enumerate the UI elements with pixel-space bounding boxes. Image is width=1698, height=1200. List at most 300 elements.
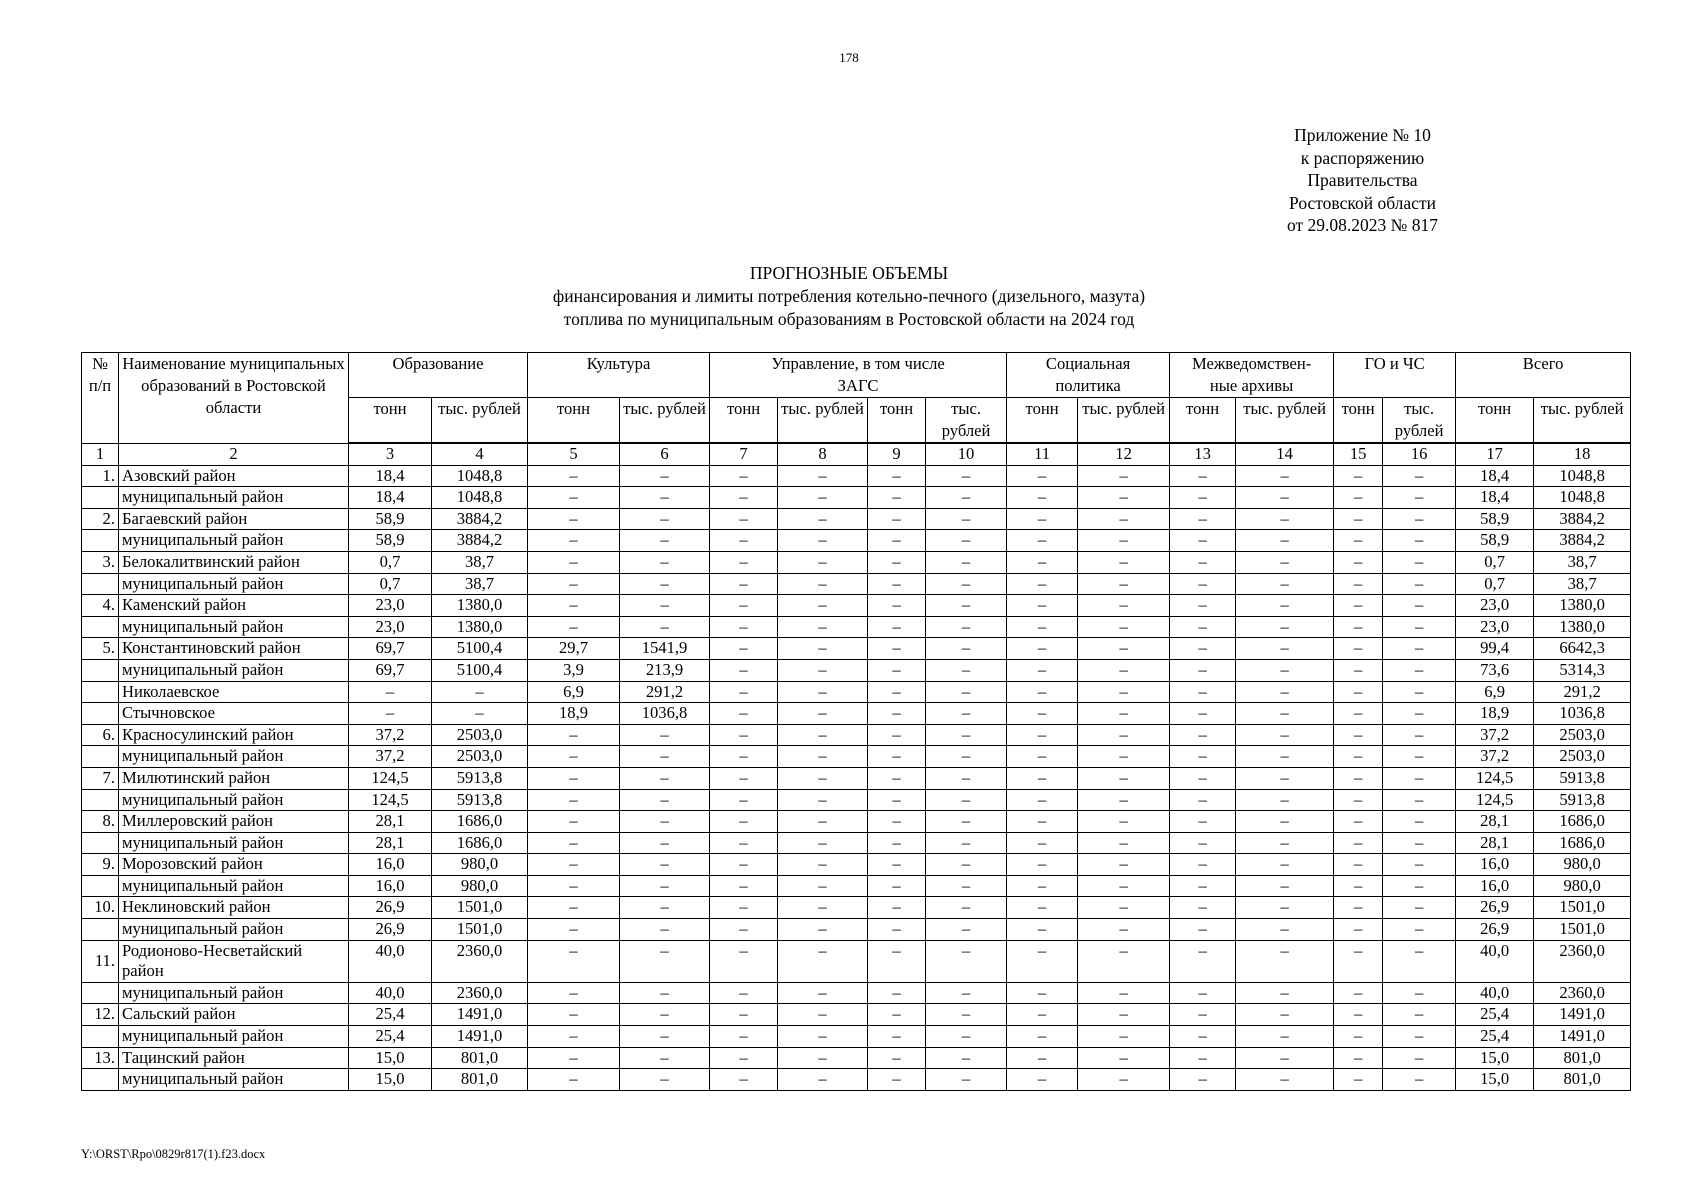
table-cell: 18,9	[528, 703, 620, 725]
column-number: 12	[1078, 443, 1170, 465]
table-cell: –	[528, 530, 620, 552]
table-cell: 980,0	[1534, 854, 1631, 876]
column-number: 18	[1534, 443, 1631, 465]
table-cell: 26,9	[349, 897, 432, 919]
table-cell: 1036,8	[620, 703, 710, 725]
table-cell: –	[868, 1026, 926, 1048]
table-cell: 37,2	[349, 746, 432, 768]
table-cell: –	[620, 789, 710, 811]
table-cell: –	[528, 1069, 620, 1091]
table-cell: –	[926, 703, 1007, 725]
table-cell: –	[1078, 1047, 1170, 1069]
table-cell: 980,0	[432, 854, 528, 876]
unit-rub-header: тыс. рублей	[778, 398, 868, 444]
table-cell: 0,7	[1456, 551, 1534, 573]
table-cell: –	[1078, 982, 1170, 1004]
table-cell: –	[620, 767, 710, 789]
table-cell: –	[1236, 1069, 1334, 1091]
table-cell: –	[1007, 465, 1078, 487]
table-cell: –	[620, 940, 710, 982]
document-title	[0, 262, 1698, 331]
table-cell: –	[528, 832, 620, 854]
table-cell: –	[710, 508, 778, 530]
table-cell: 5100,4	[432, 659, 528, 681]
table-row	[82, 551, 1631, 573]
table-cell: –	[868, 1069, 926, 1091]
table-cell: –	[1236, 465, 1334, 487]
table-cell: –	[868, 508, 926, 530]
table-cell: –	[1078, 508, 1170, 530]
table-cell: –	[710, 724, 778, 746]
table-cell: –	[1007, 551, 1078, 573]
table-cell: 25,4	[1456, 1004, 1534, 1026]
table-cell: –	[1236, 767, 1334, 789]
table-cell: –	[1236, 1004, 1334, 1026]
table-row	[82, 1004, 1631, 1026]
table-cell: –	[620, 573, 710, 595]
table-cell: 1686,0	[432, 832, 528, 854]
row-name: Багаевский район	[119, 508, 349, 530]
table-cell: –	[1170, 746, 1236, 768]
row-index: 7.	[82, 767, 119, 789]
table-cell: 1380,0	[1534, 616, 1631, 638]
table-cell: 1501,0	[1534, 919, 1631, 941]
table-cell: –	[778, 832, 868, 854]
appendix-line: от 29.08.2023 № 817	[1287, 215, 1438, 235]
table-cell: –	[528, 767, 620, 789]
table-cell: 2360,0	[432, 940, 528, 982]
table-cell: –	[778, 897, 868, 919]
row-name: Красносулинский район	[119, 724, 349, 746]
row-name: муниципальный район	[119, 1069, 349, 1091]
table-cell: –	[1383, 832, 1456, 854]
row-index	[82, 530, 119, 552]
table-cell: –	[1007, 1004, 1078, 1026]
table-cell: 40,0	[349, 982, 432, 1004]
table-cell: –	[1007, 659, 1078, 681]
unit-tons-header: тонн	[1170, 398, 1236, 444]
table-cell: –	[1170, 659, 1236, 681]
table-cell: –	[1383, 982, 1456, 1004]
table-cell: –	[926, 724, 1007, 746]
appendix-line: Ростовской области	[1289, 192, 1436, 213]
table-cell: –	[778, 1026, 868, 1048]
table-cell: –	[868, 875, 926, 897]
table-cell: –	[1334, 982, 1383, 1004]
table-cell: –	[1383, 638, 1456, 660]
table-cell: –	[710, 832, 778, 854]
table-row	[82, 854, 1631, 876]
table-cell: –	[620, 832, 710, 854]
table-cell: –	[926, 919, 1007, 941]
table-cell: 15,0	[349, 1069, 432, 1091]
table-cell: –	[528, 487, 620, 509]
table-cell: –	[1007, 681, 1078, 703]
table-cell: –	[1078, 767, 1170, 789]
table-cell: –	[778, 508, 868, 530]
table-cell: 213,9	[620, 659, 710, 681]
table-cell: –	[1007, 703, 1078, 725]
table-cell: –	[1383, 551, 1456, 573]
table-cell: –	[1078, 595, 1170, 617]
table-cell: 38,7	[1534, 573, 1631, 595]
row-index	[82, 746, 119, 768]
footer-file-path: Y:\ORST\Rpo\0829r817(1).f23.docx	[81, 1147, 266, 1161]
row-index	[82, 1026, 119, 1048]
row-index: 12.	[82, 1004, 119, 1026]
table-cell: –	[1170, 595, 1236, 617]
column-number: 5	[528, 443, 620, 465]
table-cell: 5913,8	[432, 767, 528, 789]
table-cell: –	[926, 1047, 1007, 1069]
table-cell: –	[528, 897, 620, 919]
column-number: 9	[868, 443, 926, 465]
table-cell: 23,0	[349, 616, 432, 638]
unit-rub-header: тыс. рублей	[1078, 398, 1170, 444]
table-cell: –	[528, 551, 620, 573]
table-cell: 16,0	[349, 854, 432, 876]
table-cell: –	[1236, 616, 1334, 638]
table-cell: –	[710, 681, 778, 703]
table-cell: –	[1334, 595, 1383, 617]
table-cell: –	[926, 767, 1007, 789]
table-cell: –	[620, 897, 710, 919]
table-cell: –	[1007, 789, 1078, 811]
table-cell: –	[1170, 508, 1236, 530]
unit-tons-header: тонн	[1456, 398, 1534, 444]
table-cell: –	[1078, 551, 1170, 573]
table-cell: –	[1383, 530, 1456, 552]
row-index	[82, 1069, 119, 1091]
table-cell: –	[1383, 508, 1456, 530]
table-cell: –	[778, 875, 868, 897]
table-cell: –	[1334, 897, 1383, 919]
row-index	[82, 982, 119, 1004]
table-cell: –	[620, 487, 710, 509]
table-cell: 40,0	[349, 940, 432, 982]
table-cell: 15,0	[1456, 1069, 1534, 1091]
table-cell: –	[1334, 508, 1383, 530]
table-cell: –	[1170, 854, 1236, 876]
table-row	[82, 508, 1631, 530]
unit-rub-header: тыс. рублей	[620, 398, 710, 444]
row-index	[82, 659, 119, 681]
table-cell: –	[778, 659, 868, 681]
table-cell: –	[926, 1069, 1007, 1091]
table-cell: –	[432, 703, 528, 725]
table-cell: –	[926, 530, 1007, 552]
page-number: 178	[839, 50, 859, 65]
table-cell: –	[620, 530, 710, 552]
row-name: муниципальный район	[119, 875, 349, 897]
table-cell: –	[528, 982, 620, 1004]
row-index: 13.	[82, 1047, 119, 1069]
table-cell: –	[710, 1004, 778, 1026]
table-cell: 1380,0	[1534, 595, 1631, 617]
table-cell: –	[620, 1004, 710, 1026]
table-cell: –	[1170, 487, 1236, 509]
table-cell: –	[1078, 1026, 1170, 1048]
table-row	[82, 811, 1631, 833]
table-cell: 73,6	[1456, 659, 1534, 681]
table-cell: –	[1170, 724, 1236, 746]
table-cell: –	[868, 982, 926, 1004]
table-cell: 5100,4	[432, 638, 528, 660]
table-cell: –	[710, 595, 778, 617]
table-cell: –	[1007, 746, 1078, 768]
table-cell: 6,9	[1456, 681, 1534, 703]
table-cell: –	[1007, 811, 1078, 833]
table-cell: –	[1334, 854, 1383, 876]
row-index	[82, 832, 119, 854]
table-cell: 15,0	[1456, 1047, 1534, 1069]
table-cell: –	[1236, 940, 1334, 982]
table-cell: –	[710, 767, 778, 789]
table-cell: 0,7	[349, 573, 432, 595]
table-cell: 37,2	[1456, 724, 1534, 746]
table-cell: 28,1	[349, 832, 432, 854]
row-name: муниципальный район	[119, 530, 349, 552]
row-index	[82, 616, 119, 638]
table-cell: –	[868, 487, 926, 509]
table-cell: –	[1334, 811, 1383, 833]
table-row	[82, 724, 1631, 746]
table-cell: –	[1078, 854, 1170, 876]
table-cell: –	[868, 767, 926, 789]
table-cell: –	[710, 703, 778, 725]
table-cell: –	[1383, 1026, 1456, 1048]
table-cell: 58,9	[349, 530, 432, 552]
table-cell: 58,9	[349, 508, 432, 530]
column-number: 16	[1383, 443, 1456, 465]
row-name: Морозовский район	[119, 854, 349, 876]
table-cell: 1380,0	[432, 595, 528, 617]
table-cell: –	[1007, 1069, 1078, 1091]
table-cell: –	[1334, 1004, 1383, 1026]
table-cell: –	[778, 703, 868, 725]
table-cell: 18,4	[349, 465, 432, 487]
table-cell: –	[1170, 789, 1236, 811]
table-cell: –	[710, 551, 778, 573]
row-name: Миллеровский район	[119, 811, 349, 833]
row-name: Константиновский район	[119, 638, 349, 660]
table-cell: –	[1383, 616, 1456, 638]
table-cell: –	[710, 1026, 778, 1048]
table-cell: 40,0	[1456, 940, 1534, 982]
table-cell: –	[1236, 530, 1334, 552]
table-cell: 1048,8	[432, 465, 528, 487]
table-cell: 2503,0	[1534, 724, 1631, 746]
table-cell: –	[868, 746, 926, 768]
table-cell: –	[1078, 1069, 1170, 1091]
table-row	[82, 465, 1631, 487]
table-cell: –	[1236, 811, 1334, 833]
table-cell: –	[778, 465, 868, 487]
table-cell: 16,0	[349, 875, 432, 897]
table-cell: –	[1078, 465, 1170, 487]
table-cell: –	[528, 616, 620, 638]
table-row	[82, 487, 1631, 509]
table-cell: –	[1334, 681, 1383, 703]
table-cell: 3884,2	[1534, 530, 1631, 552]
table-row	[82, 638, 1631, 660]
table-cell: –	[1383, 897, 1456, 919]
row-name: муниципальный район	[119, 789, 349, 811]
table-cell: –	[868, 789, 926, 811]
table-cell: 2503,0	[1534, 746, 1631, 768]
header-group: Всего	[1456, 353, 1631, 398]
table-cell: –	[1383, 1069, 1456, 1091]
table-cell: –	[1078, 940, 1170, 982]
table-row	[82, 767, 1631, 789]
table-row	[82, 681, 1631, 703]
table-cell: 26,9	[349, 919, 432, 941]
table-cell: –	[1236, 897, 1334, 919]
row-name: муниципальный район	[119, 982, 349, 1004]
table-row	[82, 940, 1631, 982]
table-cell: –	[868, 832, 926, 854]
table-cell: –	[1236, 875, 1334, 897]
table-cell: –	[1334, 551, 1383, 573]
table-cell: –	[778, 854, 868, 876]
table-row	[82, 1069, 1631, 1091]
table-cell: –	[1334, 919, 1383, 941]
table-cell: –	[778, 530, 868, 552]
row-name: Азовский район	[119, 465, 349, 487]
table-cell: –	[1078, 638, 1170, 660]
table-cell: –	[528, 508, 620, 530]
table-cell: 124,5	[1456, 789, 1534, 811]
table-cell: –	[778, 681, 868, 703]
unit-rub-header: тыс. рублей	[1534, 398, 1631, 444]
table-cell: 25,4	[349, 1004, 432, 1026]
table-cell: –	[1170, 1026, 1236, 1048]
table-cell: –	[1007, 487, 1078, 509]
table-cell: –	[1334, 638, 1383, 660]
table-cell: –	[1383, 919, 1456, 941]
column-number: 10	[926, 443, 1007, 465]
unit-rub-header: тыс. рублей	[926, 398, 1007, 444]
table-cell: –	[1334, 465, 1383, 487]
table-cell: 124,5	[349, 767, 432, 789]
header-num: № п/п	[82, 353, 119, 444]
table-cell: –	[620, 875, 710, 897]
table-cell: –	[926, 854, 1007, 876]
row-name: муниципальный район	[119, 832, 349, 854]
table-cell: –	[778, 638, 868, 660]
table-cell: –	[620, 982, 710, 1004]
table-row	[82, 1047, 1631, 1069]
table-cell: –	[1170, 551, 1236, 573]
header-group: Образование	[349, 353, 528, 398]
table-cell: –	[1007, 832, 1078, 854]
table-cell: –	[528, 789, 620, 811]
table-cell: –	[528, 1026, 620, 1048]
table-cell: –	[710, 1069, 778, 1091]
table-cell: –	[926, 982, 1007, 1004]
table-cell: –	[528, 1004, 620, 1026]
table-cell: 16,0	[1456, 875, 1534, 897]
table-cell: 3884,2	[432, 508, 528, 530]
table-cell: –	[1007, 724, 1078, 746]
table-cell: –	[1334, 616, 1383, 638]
table-row	[82, 703, 1631, 725]
table-cell: 0,7	[349, 551, 432, 573]
table-cell: 38,7	[1534, 551, 1631, 573]
column-number: 17	[1456, 443, 1534, 465]
table-cell: –	[1007, 940, 1078, 982]
table-cell: –	[1078, 897, 1170, 919]
table-cell: 40,0	[1456, 982, 1534, 1004]
header-name: Наименование муниципальных образований в Ростовской области	[119, 353, 349, 444]
table-row	[82, 789, 1631, 811]
table-cell: –	[778, 811, 868, 833]
column-number: 2	[119, 443, 349, 465]
table-cell: –	[778, 595, 868, 617]
unit-rub-header: тыс. рублей	[1236, 398, 1334, 444]
table-cell: –	[778, 940, 868, 982]
table-cell: –	[620, 811, 710, 833]
table-cell: –	[1170, 897, 1236, 919]
unit-tons-header: тонн	[349, 398, 432, 444]
table-cell: 1491,0	[432, 1026, 528, 1048]
table-cell: –	[1383, 854, 1456, 876]
table-cell: 1686,0	[432, 811, 528, 833]
table-cell: 3884,2	[432, 530, 528, 552]
table-cell: –	[1383, 940, 1456, 982]
table-cell: 28,1	[349, 811, 432, 833]
table-cell: 18,9	[1456, 703, 1534, 725]
table-cell: –	[1236, 551, 1334, 573]
table-cell: –	[1383, 465, 1456, 487]
table-cell: –	[926, 638, 1007, 660]
table-cell: –	[1334, 1047, 1383, 1069]
table-cell: –	[778, 551, 868, 573]
table-cell: –	[868, 573, 926, 595]
table-cell: –	[1007, 919, 1078, 941]
table-cell: 6642,3	[1534, 638, 1631, 660]
table-cell: 980,0	[432, 875, 528, 897]
table-cell: 6,9	[528, 681, 620, 703]
table-cell: 980,0	[1534, 875, 1631, 897]
table-cell: –	[1007, 897, 1078, 919]
table-cell: 1380,0	[432, 616, 528, 638]
table-cell: 1048,8	[432, 487, 528, 509]
table-cell: 69,7	[349, 638, 432, 660]
table-cell: 1541,9	[620, 638, 710, 660]
table-cell: –	[1334, 1026, 1383, 1048]
table-cell: 58,9	[1456, 530, 1534, 552]
row-index: 6.	[82, 724, 119, 746]
table-cell: –	[868, 659, 926, 681]
column-number: 3	[349, 443, 432, 465]
row-name: муниципальный район	[119, 573, 349, 595]
row-index	[82, 703, 119, 725]
table-cell: 23,0	[349, 595, 432, 617]
unit-tons-header: тонн	[1007, 398, 1078, 444]
table-cell: –	[710, 487, 778, 509]
table-cell: 37,2	[1456, 746, 1534, 768]
table-cell: –	[1007, 1047, 1078, 1069]
table-cell: 38,7	[432, 573, 528, 595]
row-index: 2.	[82, 508, 119, 530]
row-name: муниципальный район	[119, 616, 349, 638]
table-cell: –	[1334, 940, 1383, 982]
table-cell: –	[868, 595, 926, 617]
row-index: 8.	[82, 811, 119, 833]
table-cell: –	[1078, 811, 1170, 833]
table-cell: 801,0	[432, 1047, 528, 1069]
